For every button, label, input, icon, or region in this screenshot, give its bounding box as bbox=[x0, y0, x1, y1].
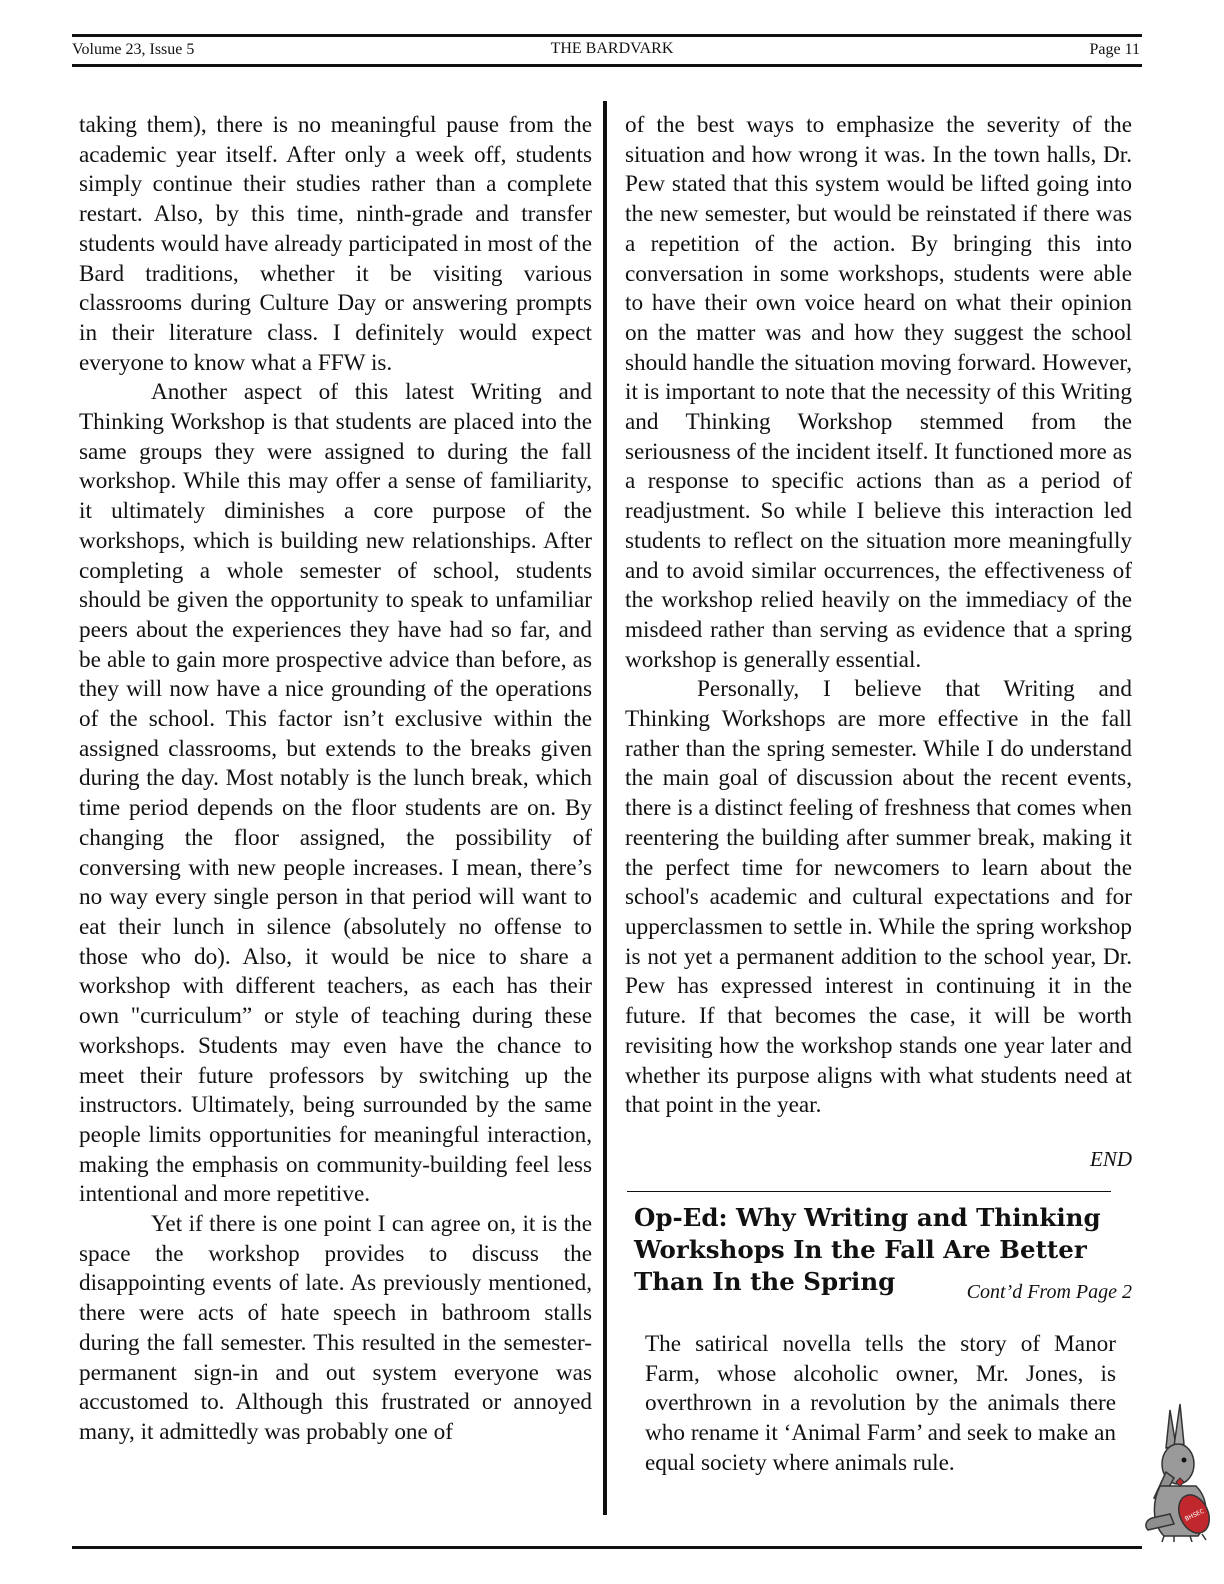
end-mark: END bbox=[1090, 1147, 1132, 1171]
continued-from-label: Cont’d From Page 2 bbox=[966, 1281, 1132, 1303]
bardvark-mascot-icon bbox=[1140, 1402, 1220, 1542]
page-number: Page 11 bbox=[1089, 41, 1140, 58]
continued-article-title: Op-Ed: Why Writing and Thinking Workshops In the Fall Are Better Than In the Spring bbox=[634, 1203, 1101, 1296]
section-divider bbox=[627, 1191, 1111, 1192]
mascot-badge-text: BHSEC bbox=[1183, 1507, 1206, 1523]
header-top-rule bbox=[72, 34, 1142, 37]
right-paragraph-1: of the best ways to emphasize the severity of the situation and how wrong it was. In the town halls, Dr. Pew stated that this system would be lifted going into the new semester, but would be reinstated if there was a repetition of the action. By bringing this into conversation in some workshops, students were able to have their own voice heard on what their opinion on the matter was and how they suggest the school should handle the situation moving forward. However, it is important to note that the necessity of this Writing and Thinking Workshop stemmed from the seriousness of the incident itself. It functioned more as a response to specific actions than as a period of readjustment. So while I believe this interaction led students to reflect on the situation more meaningfully and to avoid similar occurrences, the effectiveness of the workshop relied heavily on the immediacy of the misdeed rather than serving as evidence that a spring workshop is generally essential. bbox=[625, 112, 1132, 673]
right-column bbox=[625, 111, 1132, 1121]
issue-label: Volume 23, Issue 5 bbox=[72, 41, 195, 58]
left-paragraph-1: taking them), there is no meaningful pause from the academic year itself. After only a week off, students simply continue their studies rather than a complete restart. Also, by this time, ninth-grade and transfer students would have already participated in most of the Bard traditions, whether it be visiting various classrooms during Culture Day or answering prompts in their literature class. I definitely would expect everyone to know what a FFW is. bbox=[79, 112, 592, 376]
left-paragraph-2: Another aspect of this latest Writing and Thinking Workshop is that students are placed into the same groups they were assigned to during the fall workshop. While this may offer a sense of familiarity, it ultimately diminishes a core purpose of the workshops, which is building new relationships. After completing a whole semester of school, students should be given the opportunity to speak to unfamiliar peers about the experiences they have had so far, and be able to gain more prospective advice than before, as they will now have a nice grounding of the operations of the school. This factor isn’t exclusive within the assigned classrooms, but extends to the breaks given during the day. Most notably is the lunch break, which time period depends on the floor students are on. By changing the floor assigned, the possibility of conversing with new people increases. I mean, there’s no way every single person in that period will want to eat their lunch in silence (absolutely no offense to those who do). Also, it would be nice to share a workshop with different teachers, as each has their own "curriculum” or style of teaching during these workshops. Students may even have the chance to meet their future professors by switching up the instructors. Ultimately, being surrounded by the same people limits opportunities for meaningful interaction, making the emphasis on community-building feel less intentional and more repetitive. bbox=[79, 379, 592, 1208]
column-divider bbox=[603, 101, 607, 1515]
header-bottom-rule bbox=[72, 64, 1142, 67]
footer-rule bbox=[72, 1546, 1142, 1549]
left-paragraph-3: Yet if there is one point I can agree on, it is the space the workshop provides to discuss the disappointing events of late. As previously mentioned, there were acts of hate speech in bathroom stalls during the fall semester. This resulted in the semester-permanent sign-in and out system everyone was accustomed to. Although this frustrated or annoyed many, it admittedly was probably one of bbox=[79, 1211, 592, 1445]
publication-name: THE BARDVARK bbox=[550, 40, 674, 57]
continued-article-body bbox=[645, 1330, 1116, 1479]
left-column bbox=[79, 111, 592, 1448]
continued-article-paragraph: The satirical novella tells the story of Manor Farm, whose alcoholic owner, Mr. Jones, is overthrown in a revolution by the animals there who rename it ‘Animal Farm’ and seek to make an equal society where animals rule. bbox=[645, 1331, 1116, 1476]
right-paragraph-2: Personally, I believe that Writing and Thinking Workshops are more effective in the fall rather than the spring semester. While I do understand the main goal of discussion about the recent events, there is a distinct feeling of freshness that comes when reentering the building after summer break, making it the perfect time for newcomers to learn about the school's academic and cultural expectations and for upperclassmen to settle in. While the spring workshop is not yet a permanent addition to the school year, Dr. Pew has expressed interest in continuing it in the future. If that becomes the case, it will be worth revisiting how the workshop stands one year later and whether its purpose aligns with what students need at that point in the year. bbox=[625, 676, 1132, 1119]
